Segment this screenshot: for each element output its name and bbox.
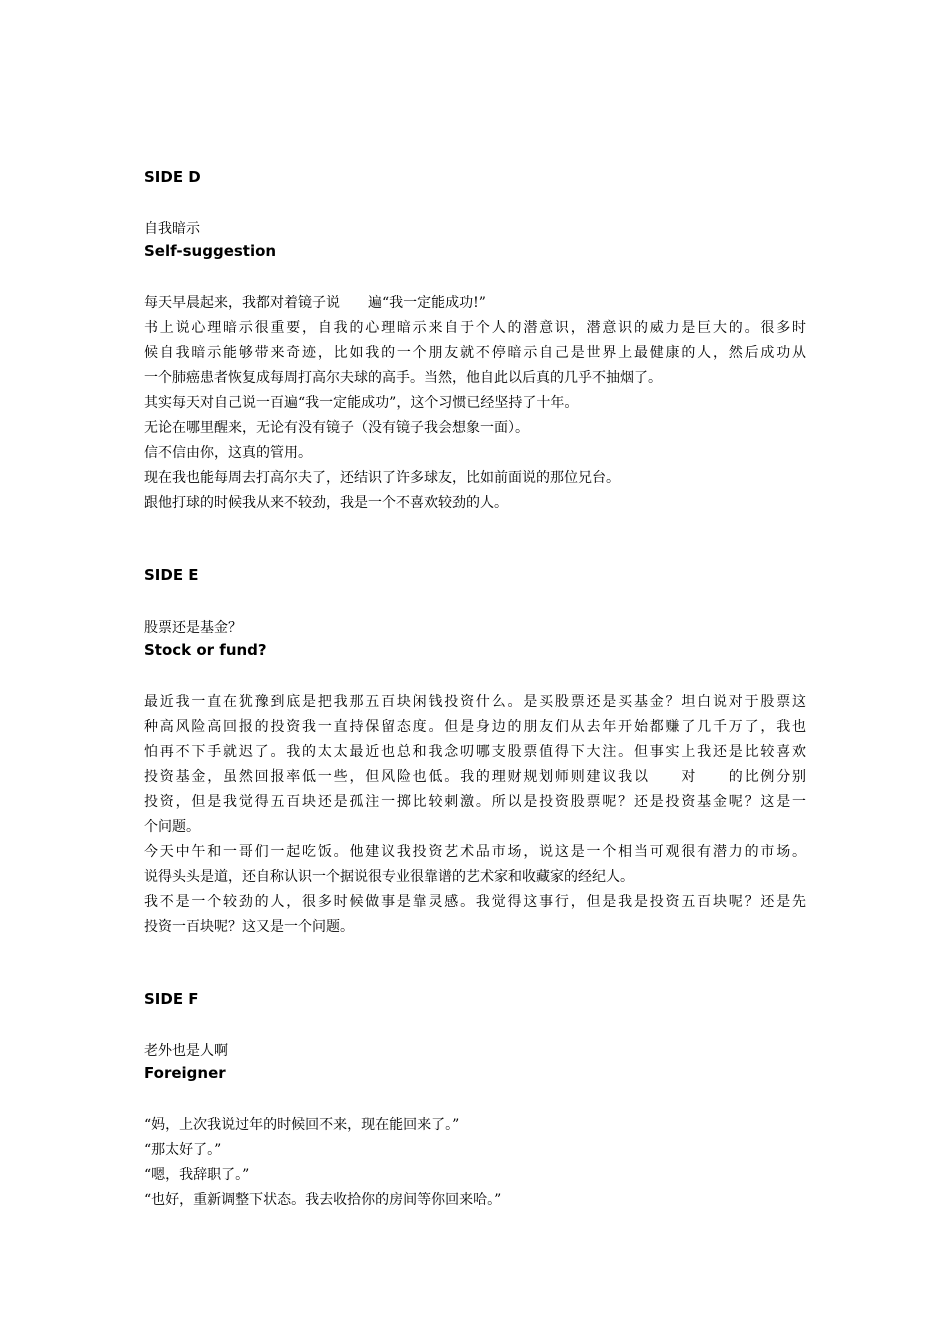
paragraph-line: 现在我也能每周去打高尔夫了，还结识了许多球友，比如前面说的那位兄台。 bbox=[144, 470, 620, 486]
paragraph-line: 今天中午和一哥们一起吃饭。他建议我投资艺术品市场，说这是一个相当可观很有潜力的市场。 bbox=[144, 844, 806, 860]
paragraph-line: 最近我一直在犹豫到底是把我那五百块闲钱投资什么。是买股票还是买基金？坦白说对于股票这 bbox=[144, 694, 806, 710]
dialogue-line: “妈，上次我说过年的时候回不来，现在能回来了。” bbox=[144, 1117, 460, 1133]
paragraph-line: 跟他打球的时候我从来不较劲，我是一个不喜欢较劲的人。 bbox=[144, 495, 508, 511]
dialogue-line: “也好，重新调整下状态。我去收拾你的房间等你回来哈。” bbox=[144, 1192, 502, 1208]
section-title-english: Stock or fund? bbox=[144, 641, 267, 659]
paragraph-line: 怕再不下手就迟了。我的太太最近也总和我念叨哪支股票值得下大注。但事实上我还是比较喜欢 bbox=[144, 744, 806, 760]
paragraph-line: 投资，但是我觉得五百块还是孤注一掷比较刺激。所以是投资股票呢？还是投资基金呢？这是一 bbox=[144, 794, 806, 810]
section-title-chinese: 股票还是基金？ bbox=[144, 620, 242, 636]
dialogue-line: “嗯，我辞职了。” bbox=[144, 1167, 250, 1183]
paragraph-line: 书上说心理暗示很重要，自我的心理暗示来自于个人的潜意识，潜意识的威力是巨大的。很多时 bbox=[144, 320, 806, 336]
paragraph-line: 一个肺癌患者恢复成每周打高尔夫球的高手。当然，他自此以后真的几乎不抽烟了。 bbox=[144, 370, 662, 386]
dialogue-line: “那太好了。” bbox=[144, 1142, 222, 1158]
paragraph-line: 投资基金，虽然回报率低一些，但风险也低。我的理财规划师则建议我以 对 的比例分别 bbox=[144, 769, 806, 785]
section-title-chinese: 老外也是人啊 bbox=[144, 1043, 228, 1059]
section-title-english: Foreigner bbox=[144, 1064, 226, 1082]
paragraph-line: 种高风险高回报的投资我一直持保留态度。但是身边的朋友们从去年开始都赚了几千万了，我也 bbox=[144, 719, 806, 735]
paragraph-line: 个问题。 bbox=[144, 819, 200, 835]
section-title-chinese: 自我暗示 bbox=[144, 221, 200, 237]
section-heading: SIDE E bbox=[144, 566, 199, 584]
section-title-english: Self-suggestion bbox=[144, 242, 277, 260]
paragraph-line: 候自我暗示能够带来奇迹，比如我的一个朋友就不停暗示自己是世界上最健康的人，然后成功从 bbox=[144, 345, 806, 361]
paragraph-line: 我不是一个较劲的人，很多时候做事是靠灵感。我觉得这事行，但是我是投资五百块呢？还是先 bbox=[144, 894, 806, 910]
paragraph-line: 每天早晨起来，我都对着镜子说 遍“我一定能成功!” bbox=[144, 295, 486, 311]
paragraph-line: 信不信由你，这真的管用。 bbox=[144, 445, 312, 461]
section-heading: SIDE F bbox=[144, 990, 199, 1008]
paragraph-line: 投资一百块呢？这又是一个问题。 bbox=[144, 919, 354, 935]
paragraph-line: 说得头头是道，还自称认识一个据说很专业很靠谱的艺术家和收藏家的经纪人。 bbox=[144, 869, 634, 885]
paragraph-line: 无论在哪里醒来，无论有没有镜子（没有镜子我会想象一面）。 bbox=[144, 420, 529, 436]
paragraph-line: 其实每天对自己说一百遍“我一定能成功”，这个习惯已经坚持了十年。 bbox=[144, 395, 579, 411]
section-heading: SIDE D bbox=[144, 168, 201, 186]
